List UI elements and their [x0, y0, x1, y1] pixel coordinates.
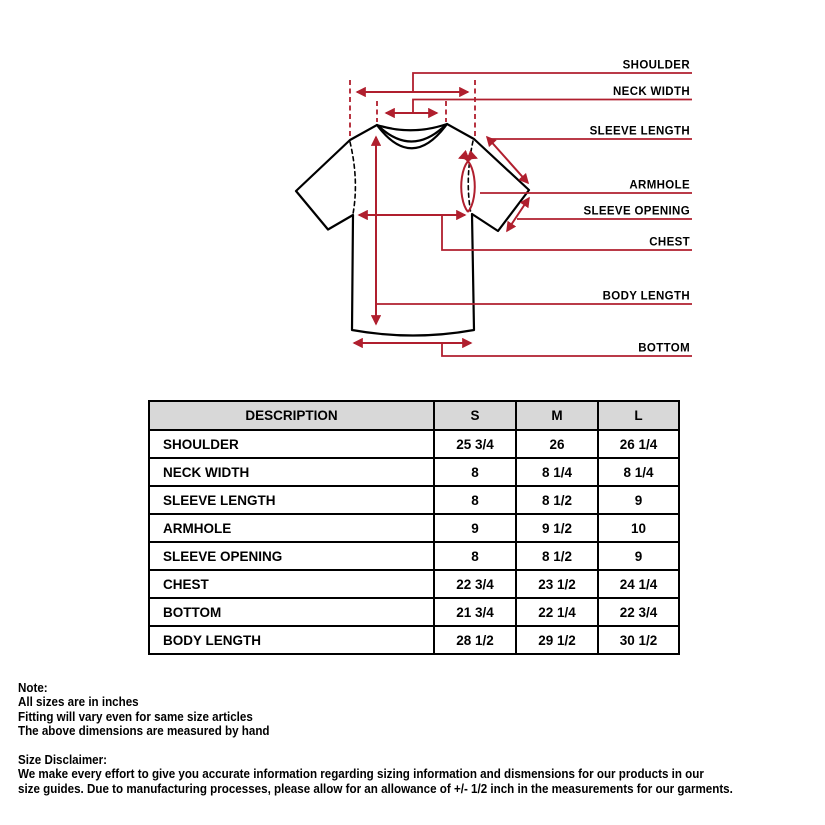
row-label: BOTTOM	[149, 598, 434, 626]
col-header-size-l: L	[598, 401, 679, 430]
disclaimer-line: We make every effort to give you accurate information regarding sizing information and dismensions for our products in our	[18, 766, 704, 782]
value-m: 9 1/2	[516, 514, 598, 542]
note-section	[18, 681, 270, 739]
table-row-shoulder	[149, 430, 679, 458]
value-l: 26 1/4	[598, 430, 679, 458]
note-line: All sizes are in inches	[18, 694, 139, 710]
label-neck-width: NECK WIDTH	[613, 86, 690, 98]
value-l: 9	[598, 486, 679, 514]
label-chest: CHEST	[649, 236, 690, 249]
table-row-sleeve-length	[149, 486, 679, 514]
neck-width-leader-line	[413, 100, 692, 114]
table-row-chest	[149, 570, 679, 598]
table-row-sleeve-opening	[149, 542, 679, 570]
row-label: BODY LENGTH	[149, 626, 434, 654]
value-m: 8 1/2	[516, 542, 598, 570]
value-l: 24 1/4	[598, 570, 679, 598]
size-disclaimer-section	[18, 753, 733, 796]
value-m: 22 1/4	[516, 598, 598, 626]
label-armhole: ARMHOLE	[629, 179, 690, 192]
col-header-size-m: M	[516, 401, 598, 430]
value-l: 10	[598, 514, 679, 542]
value-s: 8	[434, 542, 516, 570]
value-s: 28 1/2	[434, 626, 516, 654]
table-row-neck-width	[149, 458, 679, 486]
size-table	[148, 400, 680, 655]
value-s: 8	[434, 486, 516, 514]
value-s: 8	[434, 458, 516, 486]
value-m: 29 1/2	[516, 626, 598, 654]
col-header-size-s: S	[434, 401, 516, 430]
value-m: 23 1/2	[516, 570, 598, 598]
value-m: 8 1/2	[516, 486, 598, 514]
tshirt-measurement-diagram	[0, 0, 825, 396]
collar-back-arc	[377, 124, 447, 130]
note-line: The above dimensions are measured by hand	[18, 723, 270, 739]
table-row-armhole	[149, 514, 679, 542]
row-label: ARMHOLE	[149, 514, 434, 542]
value-l: 22 3/4	[598, 598, 679, 626]
label-bottom: BOTTOM	[638, 342, 690, 355]
note-line: Fitting will vary even for same size articles	[18, 708, 253, 724]
label-shoulder: SHOULDER	[622, 59, 690, 72]
disclaimer-line: size guides. Due to manufacturing processes, please allow for an allowance of +/- 1/2 inch in the measurements for our garments.	[18, 780, 733, 796]
row-label: NECK WIDTH	[149, 458, 434, 486]
value-s: 9	[434, 514, 516, 542]
value-m: 26	[516, 430, 598, 458]
value-s: 21 3/4	[434, 598, 516, 626]
label-sleeve-opening: SLEEVE OPENING	[583, 205, 690, 218]
label-body-length: BODY LENGTH	[602, 290, 690, 303]
table-row-body-length	[149, 626, 679, 654]
row-label: SLEEVE OPENING	[149, 542, 434, 570]
col-header-description: DESCRIPTION	[149, 401, 434, 430]
row-label: SHOULDER	[149, 430, 434, 458]
value-s: 22 3/4	[434, 570, 516, 598]
row-label: SLEEVE LENGTH	[149, 486, 434, 514]
diagram-labels	[583, 60, 690, 355]
value-l: 8 1/4	[598, 458, 679, 486]
value-l: 9	[598, 542, 679, 570]
value-l: 30 1/2	[598, 626, 679, 654]
label-sleeve-length: SLEEVE LENGTH	[589, 125, 690, 138]
table-row-bottom	[149, 598, 679, 626]
table-header-row	[149, 401, 679, 430]
value-s: 25 3/4	[434, 430, 516, 458]
row-label: CHEST	[149, 570, 434, 598]
disclaimer-title: Size Disclaimer:	[18, 752, 108, 767]
value-m: 8 1/4	[516, 458, 598, 486]
note-title: Note:	[18, 680, 48, 695]
